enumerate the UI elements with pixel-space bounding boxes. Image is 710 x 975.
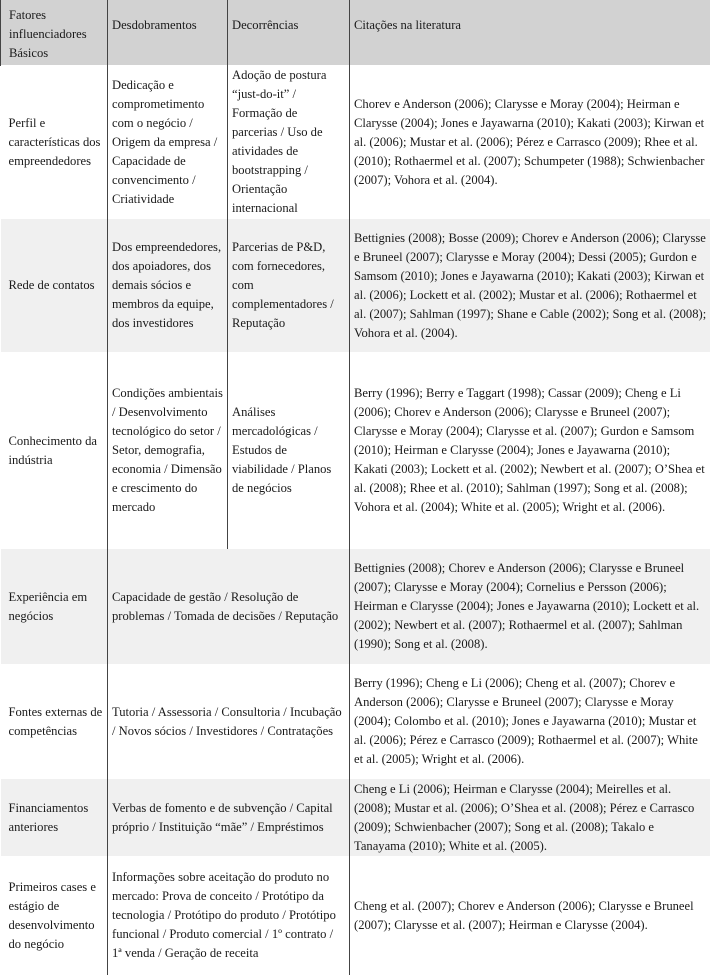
citacoes-cell: Chorev e Anderson (2006); Clarysse e Moray (2004); Heirman e Clarysse (2004); Jones e Jayawarna (2010); Kakati (2003); Kirwan et al. (2006); Mustar et al. (2006); Pérez e Carrasco (2009); Rhee et al. (2010); Rothaermel et al. (2007); Schumpeter (1988); Schwienbacher (2007); Vohora et al. (2004). [350, 66, 710, 219]
header-fatores: Fatores influenciadores Básicos [1, 0, 108, 66]
table-header-row [1, 0, 710, 66]
factor-cell: Rede de contatos [1, 219, 108, 353]
factor-cell: Experiência em negócios [1, 549, 108, 665]
desdobramentos-cell: Capacidade de gestão / Resolução de problemas / Tomada de decisões / Reputação [108, 549, 350, 665]
decorrencias-cell: Adoção de postura “just-do-it” / Formação de parcerias / Uso de atividades de bootstrapping / Orientação internacional [228, 66, 350, 219]
factor-cell: Perfil e características dos empreendedores [1, 66, 108, 219]
citacoes-cell: Bettignies (2008); Bosse (2009); Chorev e Anderson (2006); Clarysse e Bruneel (2007); Clarysse e Moray (2004); Dessi (2005); Gurdon e Samsom (2010); Jones e Jayawarna (2010); Kakati (2003); Kirwan et al. (2006); Lockett et al. (2002); Mustar et al. (2006); Rothaermel et al. (2007); Sahlman (1997); Shane e Cable (2002); Song et al. (2008); Vohora et al. (2004). [350, 219, 710, 353]
table-row [1, 665, 710, 779]
header-desdobramentos: Desdobramentos [108, 0, 228, 66]
citacoes-cell: Bettignies (2008); Chorev e Anderson (2006); Clarysse e Bruneel (2007); Clarysse e Moray (2004); Cornelius e Persson (2006); Heirman e Clarysse (2004); Jones e Jayawarna (2010); Lockett et al. (2002); Newbert et al. (2007); Rothaermel et al. (2007); Sahlman (1990); Song et al. (2008). [350, 549, 710, 665]
table-row [1, 549, 710, 665]
citacoes-cell: Berry (1996); Berry e Taggart (1998); Cassar (2009); Cheng e Li (2006); Chorev e Anderson (2006); Clarysse e Bruneel (2007); Clarysse e Moray (2004); Clarysse et al. (2007); Gurdon e Samsom (2010); Heirman e Clarysse (2004); Jones e Jayawarna (2010); Kakati (2003); Lockett et al. (2002); Newbert et al. (2007); O’Shea et al. (2008); Rhee et al. (2010); Sahlman (1997); Song et al. (2008); Vohora et al. (2004); White et al. (2005); Wright et al. (2006). [350, 353, 710, 549]
citacoes-cell: Cheng e Li (2006); Heirman e Clarysse (2004); Meirelles et al. (2008); Mustar et al. (2006); O’Shea et al. (2008); Pérez e Carrasco (2009); Schwienbacher (2007); Song et al. (2008); Takalo e Tanayama (2010); White et al. (2005). [350, 779, 710, 857]
desdobramentos-cell: Verbas de fomento e de subvenção / Capital próprio / Instituição “mãe” / Empréstimos [108, 779, 350, 857]
table-row [1, 353, 710, 549]
factor-cell: Fontes externas de competências [1, 665, 108, 779]
table-row [1, 779, 710, 857]
table-row [1, 66, 710, 219]
factor-cell: Conhecimento da indústria [1, 353, 108, 549]
desdobramentos-cell: Condições ambientais / Desenvolvimento tecnológico do setor / Setor, demografia, economia / Dimensão e crescimento do mercado [108, 353, 228, 549]
table-row [1, 219, 710, 353]
table-row [1, 857, 710, 975]
desdobramentos-cell: Informações sobre aceitação do produto no mercado: Prova de conceito / Protótipo da tecnologia / Protótipo do produto / Protótipo funcional / Produto comercial / 1º contrato / 1ª venda / Geração de receita [108, 857, 350, 975]
citacoes-cell: Cheng et al. (2007); Chorev e Anderson (2006); Clarysse e Bruneel (2007); Clarysse et al. (2007); Heirman e Clarysse (2004). [350, 857, 710, 975]
desdobramentos-cell: Dos empreendedores, dos apoiadores, dos demais sócios e membros da equipe, dos investidores [108, 219, 228, 353]
decorrencias-cell: Parcerias de P&D, com fornecedores, com complementadores / Reputação [228, 219, 350, 353]
decorrencias-cell: Análises mercadológicas / Estudos de viabilidade / Planos de negócios [228, 353, 350, 549]
factor-cell: Financiamentos anteriores [1, 779, 108, 857]
header-citacoes: Citações na literatura [350, 0, 710, 66]
desdobramentos-cell: Dedicação e comprometimento com o negócio / Origem da empresa / Capacidade de convencimento / Criatividade [108, 66, 228, 219]
desdobramentos-cell: Tutoria / Assessoria / Consultoria / Incubação / Novos sócios / Investidores / Contratações [108, 665, 350, 779]
factor-cell: Primeiros cases e estágio de desenvolvimento do negócio [1, 857, 108, 975]
citacoes-cell: Berry (1996); Cheng e Li (2006); Cheng et al. (2007); Chorev e Anderson (2006); Clarysse e Bruneel (2007); Clarysse e Moray (2004); Colombo et al. (2010); Jones e Jayawarna (2010); Mustar et al. (2006); Pérez e Carrasco (2009); Rothaermel et al. (2007); White et al. (2005); Wright et al. (2006). [350, 665, 710, 779]
header-decorrencias: Decorrências [228, 0, 350, 66]
